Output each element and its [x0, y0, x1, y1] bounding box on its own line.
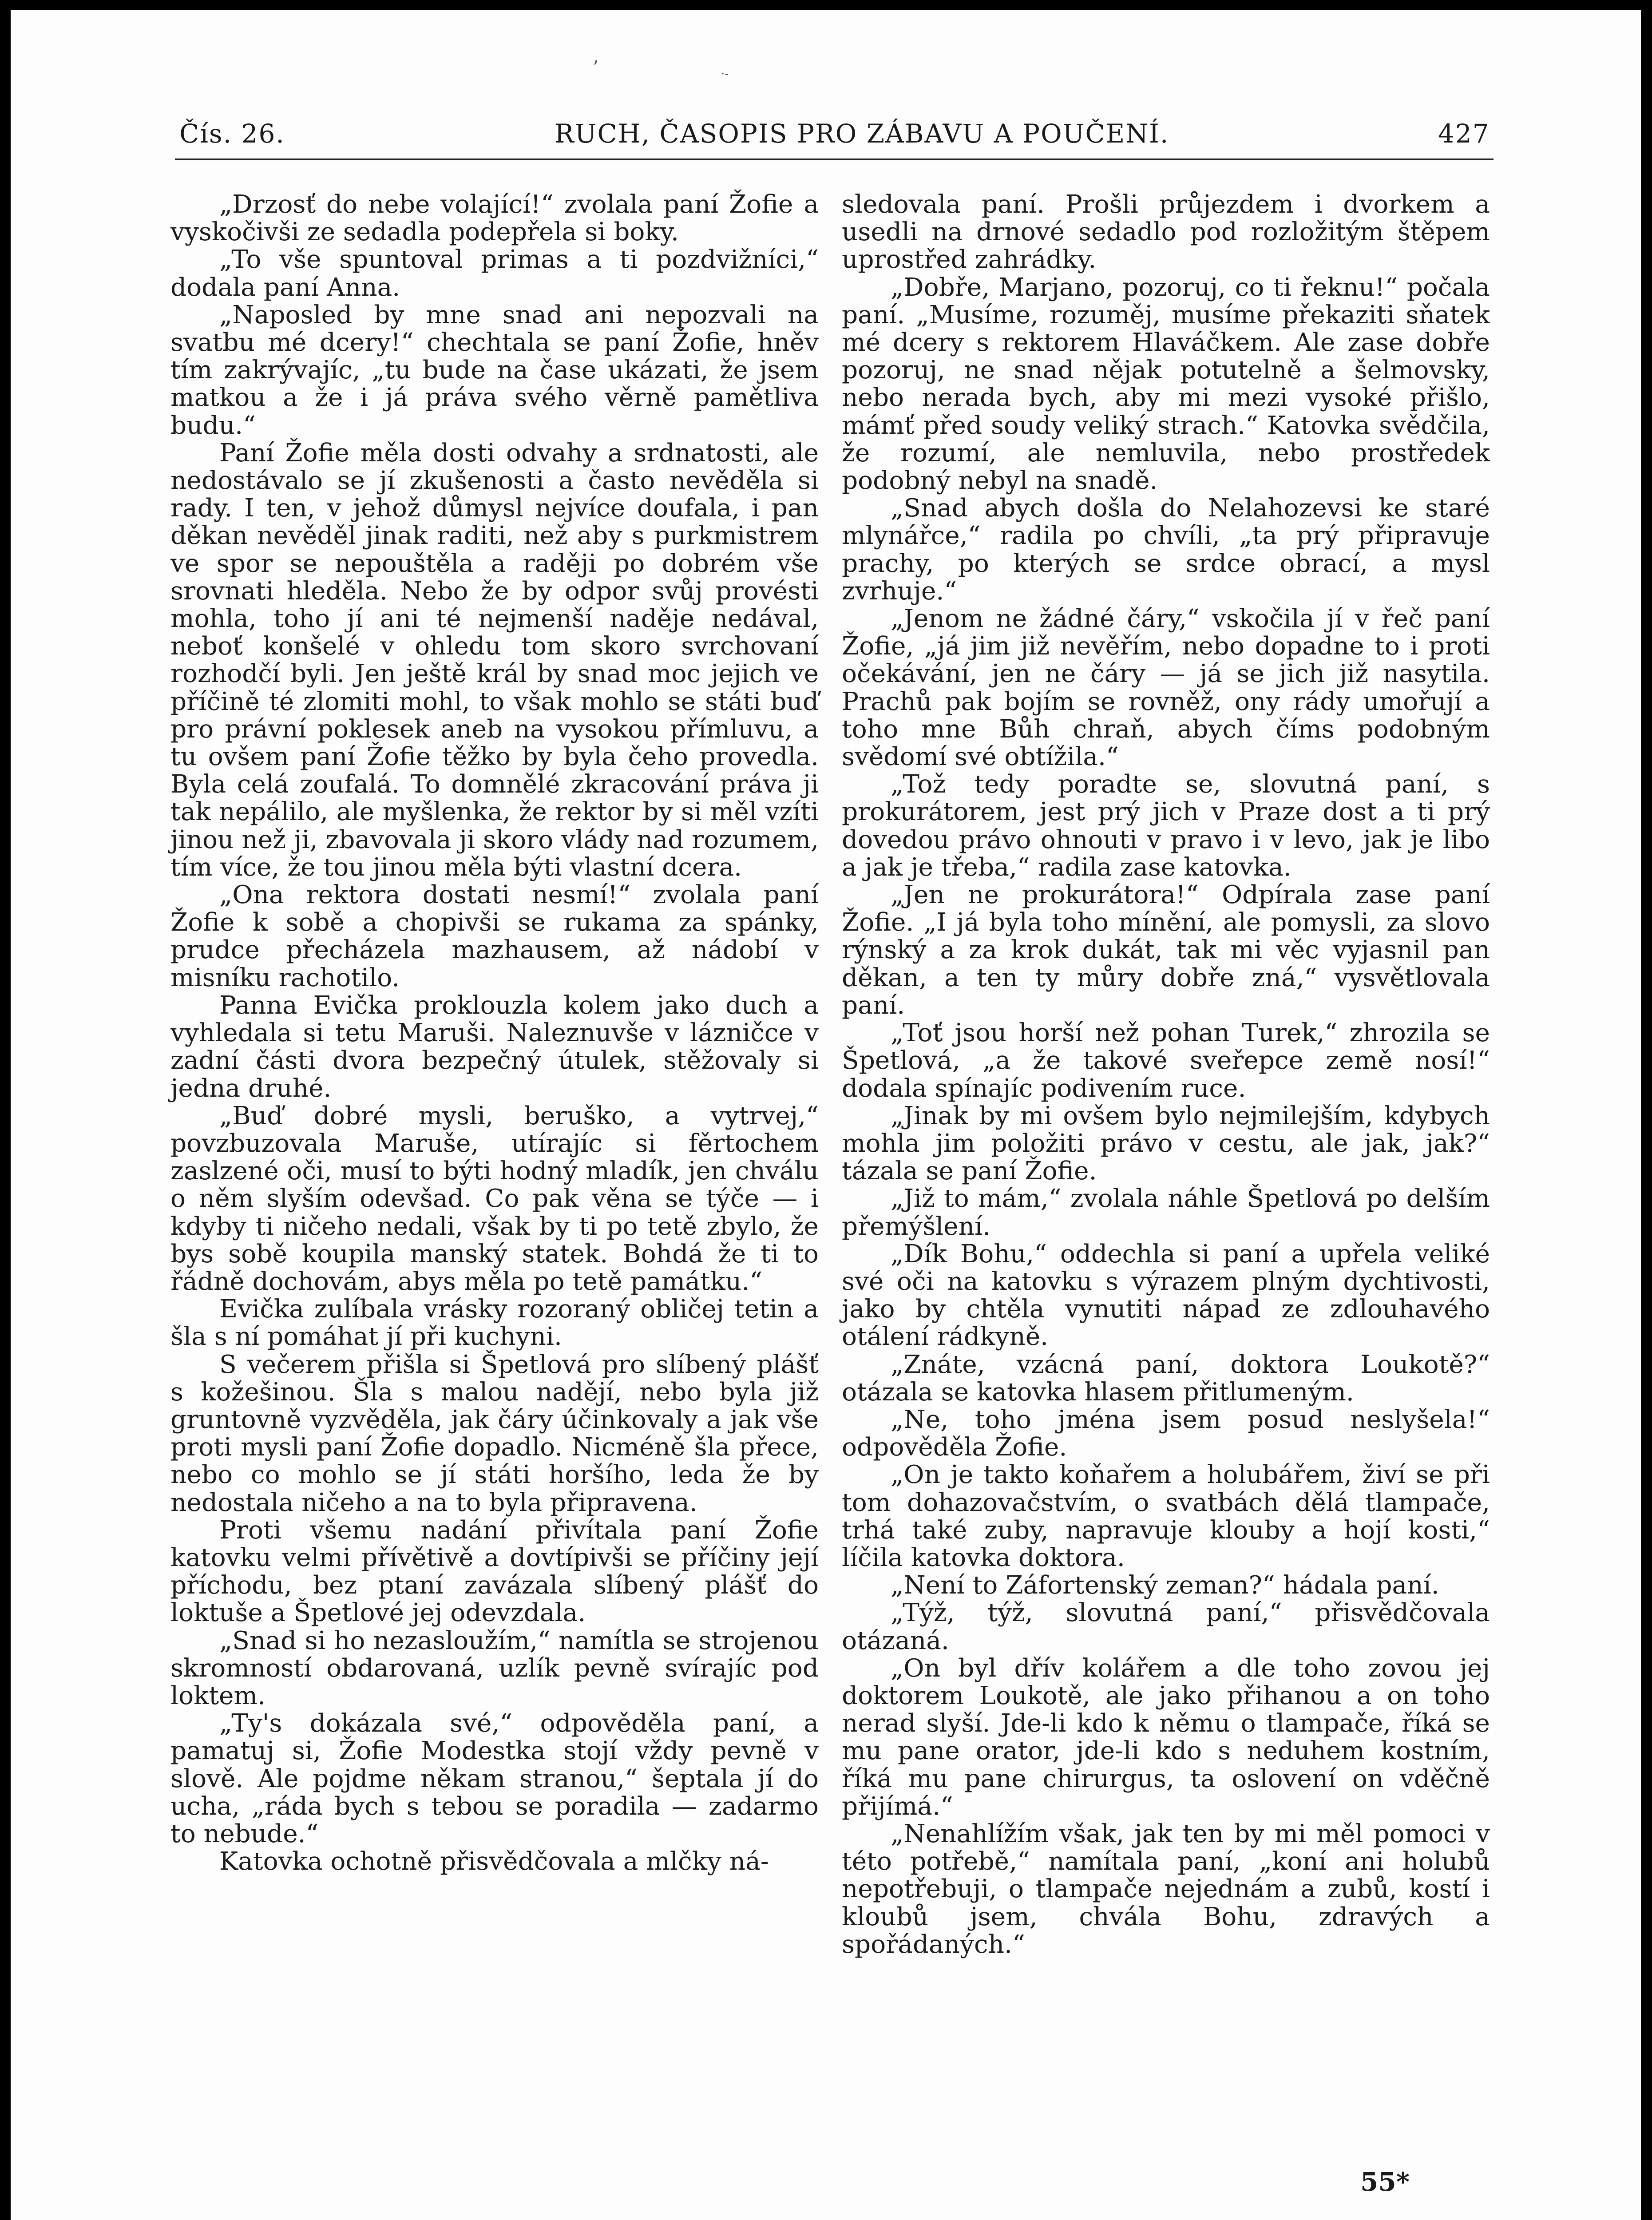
right-column	[842, 191, 1490, 1958]
paragraph: „On je takto koňařem a holubářem, živí se při tom dohazovačstvím, o svatbách dělá tlampače, trhá také zuby, napravuje klouby a hojí kosti,“ líčila katovka doktora.	[842, 1460, 1490, 1572]
paragraph: „Toť jsou horší než pohan Turek,“ zhrozila se Špetlová, „a že takové sveřepce země nosí!“ dodala spínajíc podivením ruce.	[842, 1019, 1490, 1103]
paragraph: „Ty's dokázala své,“ odpověděla paní, a pamatuj si, Žofie Modestka stojí vždy pevně v slově. Ale pojdme někam stranou,“ šeptala jí do ucha, „ráda bych s tebou se poradila — zadarmo to nebude.“	[170, 1709, 819, 1848]
paragraph: „Jenom ne žádné čáry,“ vskočila jí v řeč paní Žofie, „já jim již nevěřím, nebo dopadne to i proti očekávání, jen ne čáry — já se jich již nasytila. Prachů pak bojím se rovněž, ony rády umořují a toho mne Bůh chraň, abych číms podobným svědomí své obtížila.“	[842, 604, 1490, 772]
left-column	[170, 191, 819, 1875]
paragraph: „Snad abych došla do Nelahozevsi ke staré mlynářce,“ radila po chvíli, „ta prý připravuje prachy, po kterých se srdce obrací, a mysl zvrhuje.“	[842, 494, 1490, 606]
paragraph: sledovala paní. Prošli průjezdem i dvorkem a usedli na drnové sedadlo pod rozložitým štěpem uprostřed zahrádky.	[842, 190, 1490, 274]
paragraph: „Buď dobré mysli, beruško, a vytrvej,“ povzbuzovala Maruše, utírajíc si fěrtochem zaslzené oči, musí to býti hodný mladík, jen chválu o něm slyším odevšad. Co pak věna se týče — i kdyby ti ničeho nedali, však by ti po tetě zbylo, že bys sobě koupila manský statek. Bohdá že ti to řádně dochovám, abys měla po tetě památku.“	[170, 1101, 819, 1296]
paragraph: „Drzosť do nebe volající!“ zvolala paní Žofie a vyskočivši ze sedadla podepřela si boky.	[170, 190, 819, 247]
paragraph: „Tož tedy poradte se, slovutná paní, s prokurátorem, jest prý jich v Praze dost a ti prý dovedou právo ohnouti v pravo i v levo, jak je libo a jak je třeba,“ radila zase katovka.	[842, 770, 1490, 882]
paragraph: Evička zulíbala vrásky rozoraný obličej tetin a šla s ní pomáhat jí při kuchyni.	[170, 1295, 819, 1352]
paragraph: „Dobře, Marjano, pozoruj, co ti řeknu!“ počala paní. „Musíme, rozuměj, musíme překaziti sňatek mé dcery s rektorem Hlaváčkem. Ale zase dobře pozoruj, ne snad nějak potutelně a šelmovsky, nebo nerada bych, aby mi mezi vysoké přišlo, mámť před soudy veliký strach.“ Katovka svědčila, že rozumí, ale nemluvila, nebo prostředek podobný nebyl na snadě.	[842, 273, 1490, 496]
page-number: 427	[1438, 119, 1490, 149]
issue-number: Čís. 26.	[179, 119, 285, 149]
paragraph: „Není to Záfortenský zeman?“ hádala paní.	[891, 1571, 1439, 1600]
paragraph: „Již to mám,“ zvolala náhle Špetlová po delším přemýšlení.	[842, 1184, 1490, 1241]
paragraph: „Ne, toho jména jsem posud neslyšela!“ odpověděla Žofie.	[842, 1405, 1490, 1462]
paragraph: S večerem přišla si Špetlová pro slíbený plášť s kožešinou. Šla s malou nadějí, nebo byla již gruntovně vyzvěděla, jak čáry účinkovaly a jak vše proti mysli paní Žofie dopadlo. Nicméně šla přece, nebo co mohlo se jí státi horšího, leda že by nedostala ničeho a na to byla připravena.	[170, 1350, 819, 1517]
paragraph: Katovka ochotně přisvědčovala a mlčky ná-	[219, 1847, 769, 1876]
paragraph: Panna Evička proklouzla kolem jako duch a vyhledala si tetu Maruši. Naleznuvše v lázničce v zadní části dvora bezpečný útulek, stěžovaly si jedna druhé.	[170, 991, 819, 1103]
paragraph: „Jinak by mi ovšem bylo nejmilejším, kdybych mohla jim položiti právo v cestu, ale jak, jak?“ tázala se paní Žofie.	[842, 1101, 1490, 1186]
paragraph: „Týž, týž, slovutná paní,“ přisvědčovala otázaná.	[842, 1598, 1490, 1655]
paragraph: „Dík Bohu,“ oddechla si paní a upřela veliké své oči na katovku s výrazem plným dychtivosti, jako by chtěla vynutiti nápad ze zdlouhavého otálení rádkyně.	[842, 1239, 1490, 1352]
paragraph: Paní Žofie měla dosti odvahy a srdnatosti, ale nedostávalo se jí zkušenosti a často nevěděla si rady. I ten, v jehož důmysl nejvíce doufala, i pan děkan nevěděl jinak raditi, než aby s purkmistrem ve spor se nepouštěla a raději po dobrém vše srovnati hleděla. Nebo že by odpor svůj provésti mohla, toho jí ani té nejmenší naděje nedával, neboť konšelé v ohledu tom skoro svrchovaní rozhodčí byli. Jen ještě král by snad moc jejich ve příčině té zlomiti mohl, to však mohlo se státi buď pro právní poklesek aneb na vysokou přímluvu, a tu ovšem paní Žofie těžko by byla čeho provedla. Byla celá zoufalá. To domnělé zkracování práva ji tak nepálilo, ale myšlenka, že rektor by si měl vzíti jinou než ji, zbavovala ji skoro vlády nad rozumem, tím více, že tou jinou měla býti vlastní dcera.	[170, 438, 819, 882]
signature-mark: 55*	[1360, 2167, 1410, 2197]
paragraph: „Snad si ho nezasloužím,“ namítla se strojenou skromností obdarovaná, uzlík pevně svírajíc pod loktem.	[170, 1626, 819, 1710]
page	[11, 10, 1641, 2220]
running-title: RUCH, ČASOPIS PRO ZÁBAVU A POUČENÍ.	[555, 119, 1169, 149]
paragraph: „Naposled by mne snad ani nepozvali na svatbu mé dcery!“ chechtala se paní Žofie, hněv tím zakrývajíc, „tu bude na čase ukázati, že jsem matkou a že i já práva svého věrně pamětliva budu.“	[170, 300, 819, 440]
paragraph: „Jen ne prokurátora!“ Odpírala zase paní Žofie. „I já byla toho mínění, ale pomysli, za slovo rýnský a za krok dukát, tak mi věc vyjasnil pan děkan, a ten ty můry dobře zná,“ vysvětlovala paní.	[842, 880, 1490, 1020]
print-speck: ʼ	[592, 58, 598, 78]
paragraph: „Nenahlížím však, jak ten by mi měl pomoci v této potřebě,“ namítala paní, „koní ani holubů nepotřebuji, o tlampače nejednám a zubů, kostí i kloubů jsem, chvála Bohu, zdravých a spořádaných.“	[842, 1819, 1490, 1959]
print-speck: ·-	[721, 67, 729, 81]
paragraph: „To vše spuntoval primas a ti pozdvižníci,“ dodala paní Anna.	[170, 245, 819, 302]
header-rule	[175, 159, 1494, 160]
paragraph: „On byl dřív kolářem a dle toho zovou jej doktorem Loukotě, ale jako přihanou a on toho nerad slyší. Jde-li kdo k němu o tlampače, říká se mu pane orator, jde-li kdo s neduhem kostním, říká mu pane chirurgus, ta oslovení on vděčně přijímá.“	[842, 1653, 1490, 1821]
paragraph: Proti všemu nadání přivítala paní Žofie katovku velmi přívětivě a dovtípivši se příčiny její příchodu, bez ptaní zavázala slíbený plášť do loktuše a Špetlové jej odevzdala.	[170, 1515, 819, 1628]
paragraph: „Znáte, vzácná paní, doktora Loukotě?“ otázala se katovka hlasem přitlumeným.	[842, 1350, 1490, 1407]
paragraph: „Ona rektora dostati nesmí!“ zvolala paní Žofie k sobě a chopivši se rukama za spánky, prudce přecházela mazhausem, až nádobí v misníku rachotilo.	[170, 880, 819, 992]
